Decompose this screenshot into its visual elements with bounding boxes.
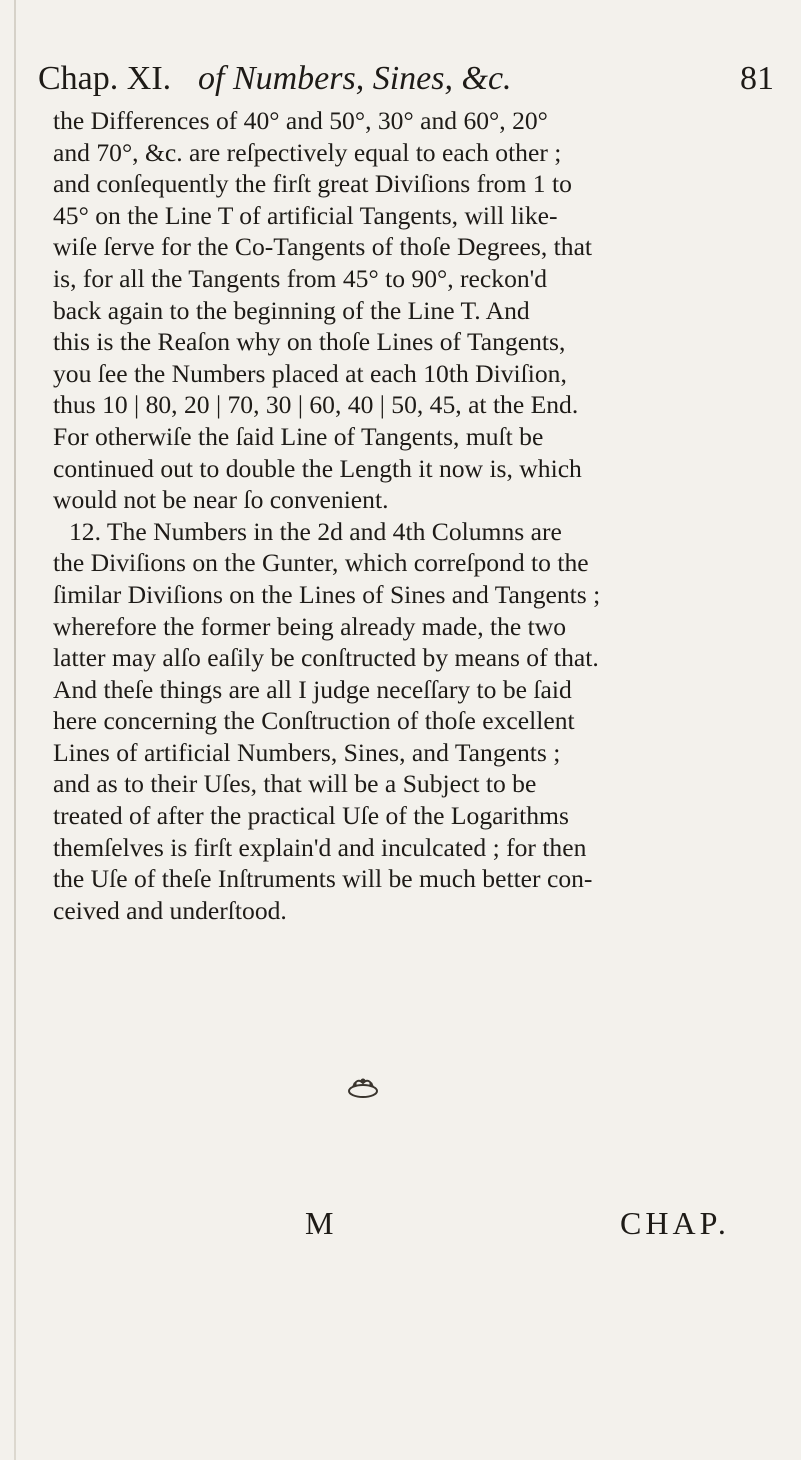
text-line: 12. The Numbers in the 2d and 4th Columns are: [69, 516, 562, 546]
text-line: back again to the beginning of the Line T. And: [53, 295, 530, 325]
text-line: latter may alſo eaſily be conſtructed by means of that.: [53, 643, 599, 673]
catchword: CHAP.: [620, 1205, 730, 1241]
text-line: the Uſe of theſe Inſtruments will be much better con-: [53, 864, 593, 894]
text-line: the Diviſions on the Gunter, which correſpond to the: [53, 548, 589, 578]
text-line: treated of after the practical Uſe of the Logarithms: [53, 801, 569, 831]
printers-flower-ornament: [345, 1073, 381, 1099]
text-line: and as to their Uſes, that will be a Subject to be: [53, 769, 537, 799]
text-line: is, for all the Tangents from 45° to 90°, reckon'd: [53, 263, 548, 293]
chapter-label: Chap. XI.: [38, 60, 172, 97]
text-line: this is the Reaſon why on thoſe Lines of Tangents,: [53, 327, 566, 357]
text-line: themſelves is firſt explain'd and inculcated ; for then: [53, 832, 587, 862]
text-line: ceived and underſtood.: [53, 895, 287, 925]
text-line: For otherwiſe the ſaid Line of Tangents, muſt be: [53, 421, 544, 451]
text-line: thus 10 | 80, 20 | 70, 30 | 60, 40 | 50, 45, at the End.: [53, 390, 579, 420]
text-line: And theſe things are all I judge neceſſary to be ſaid: [53, 674, 572, 704]
body-text: [53, 105, 781, 926]
text-line: and conſequently the firſt great Diviſions from 1 to: [53, 169, 572, 199]
text-line: you ſee the Numbers placed at each 10th Diviſion,: [53, 358, 567, 388]
text-line: the Differences of 40° and 50°, 30° and 60°, 20°: [53, 106, 548, 135]
text-line: would not be near ſo convenient.: [53, 485, 389, 515]
signature-mark: M: [305, 1205, 334, 1241]
text-line: continued out to double the Length it now is, which: [53, 453, 582, 483]
text-line: and 70°, &c. are reſpectively equal to each other ;: [53, 137, 562, 167]
page-footer: [0, 1205, 801, 1245]
page-number: 81: [740, 60, 774, 97]
running-title: of Numbers, Sines, &c.: [198, 60, 512, 97]
text-line: ſimilar Diviſions on the Lines of Sines and Tangents ;: [53, 579, 601, 609]
text-line: wherefore the former being already made, the two: [53, 611, 567, 641]
text-line: 45° on the Line T of artificial Tangents, will like-: [53, 200, 558, 230]
text-line: Lines of artificial Numbers, Sines, and Tangents ;: [53, 737, 561, 767]
text-line: wiſe ſerve for the Co-Tangents of thoſe Degrees, that: [53, 232, 593, 262]
text-line: here concerning the Conſtruction of thoſe excellent: [53, 706, 575, 736]
running-header: [38, 60, 778, 104]
